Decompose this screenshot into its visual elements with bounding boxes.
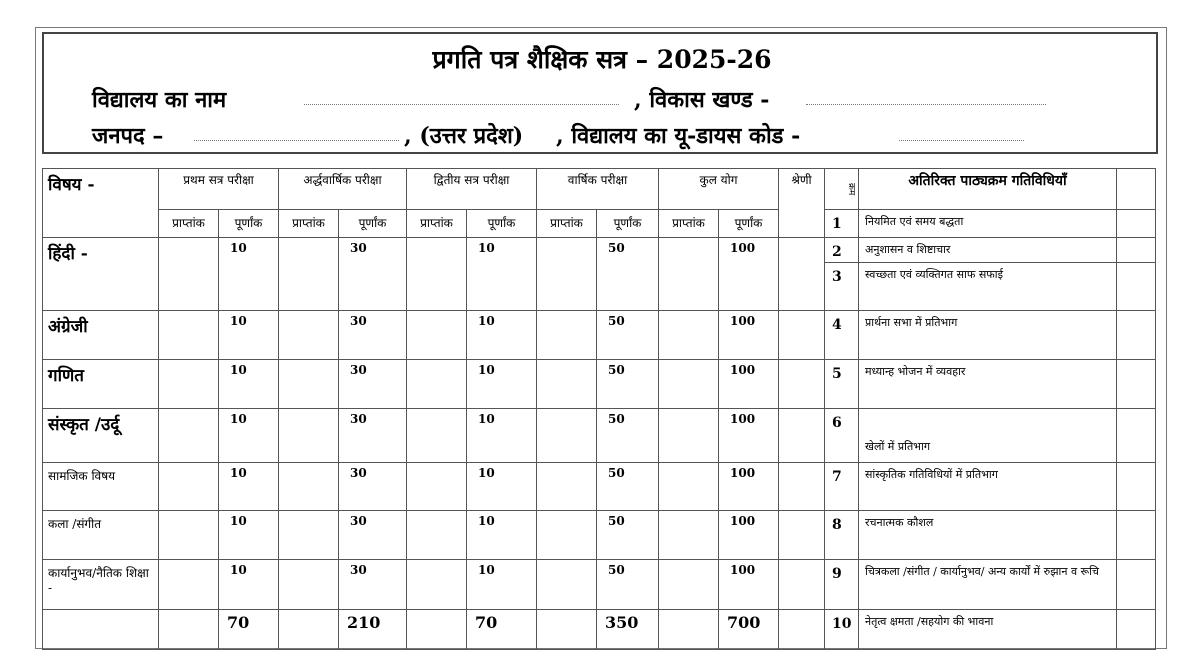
activity-number: 7 <box>825 463 859 511</box>
activity-grade-cell[interactable] <box>1117 511 1156 560</box>
obtained-cell[interactable] <box>537 238 597 311</box>
marks-table <box>42 168 1156 650</box>
subject-name: कार्यानुभव/नैतिक शिक्षा - <box>43 560 159 610</box>
full-marks: 100 <box>719 511 779 560</box>
full-marks: 100 <box>719 311 779 360</box>
total-full-marks: 210 <box>339 610 407 650</box>
activity-label: सांस्कृतिक गतिविधियों में प्रतिभाग <box>859 463 1117 511</box>
activity-number: 8 <box>825 511 859 560</box>
obtained-cell[interactable] <box>279 360 339 409</box>
activity-label: रचनात्मक कौशल <box>859 511 1117 560</box>
activity-number: 5 <box>825 360 859 409</box>
subject-name: संस्कृत /उर्दू <box>43 409 159 463</box>
col-obtained: प्राप्तांक <box>407 210 467 238</box>
activity-label: नेतृत्व क्षमता /सहयोग की भावना <box>859 610 1117 650</box>
full-marks: 10 <box>219 311 279 360</box>
exam-header-first-term: प्रथम सत्र परीक्षा <box>159 169 279 210</box>
full-marks: 100 <box>719 463 779 511</box>
obtained-cell[interactable] <box>159 463 219 511</box>
obtained-cell[interactable] <box>659 511 719 560</box>
obtained-cell[interactable] <box>659 560 719 610</box>
block-label: , विकास खण्ड - <box>634 87 770 113</box>
col-full: पूर्णांक <box>467 210 537 238</box>
obtained-cell[interactable] <box>659 463 719 511</box>
full-marks: 50 <box>597 409 659 463</box>
full-marks: 30 <box>339 560 407 610</box>
col-obtained: प्राप्तांक <box>659 210 719 238</box>
activity-number: 10 <box>825 610 859 650</box>
full-marks: 10 <box>467 360 537 409</box>
subject-name: सामजिक विषय <box>43 463 159 511</box>
grade-cell[interactable] <box>779 238 825 311</box>
activity-label: प्रार्थना सभा में प्रतिभाग <box>859 311 1117 360</box>
udise-label: , विद्यालय का यू-डायस कोड - <box>556 123 801 149</box>
obtained-cell[interactable] <box>407 560 467 610</box>
activity-number: 3 <box>825 263 859 311</box>
activity-grade-cell[interactable] <box>1117 360 1156 409</box>
activity-grade-cell[interactable] <box>1117 311 1156 360</box>
activity-label: खेलों में प्रतिभाग <box>859 409 1117 463</box>
activity-grade-cell[interactable] <box>1117 560 1156 610</box>
full-marks: 30 <box>339 409 407 463</box>
full-marks: 100 <box>719 238 779 311</box>
activity-number: 1 <box>825 210 859 238</box>
total-full-marks: 70 <box>467 610 537 650</box>
obtained-cell[interactable] <box>279 238 339 311</box>
obtained-cell[interactable] <box>279 511 339 560</box>
obtained-cell[interactable] <box>659 311 719 360</box>
obtained-cell[interactable] <box>407 360 467 409</box>
full-marks: 10 <box>467 560 537 610</box>
total-full-marks: 70 <box>219 610 279 650</box>
report-header <box>42 32 1158 154</box>
state-label: , (उत्तर प्रदेश) <box>404 123 524 149</box>
full-marks: 30 <box>339 311 407 360</box>
obtained-cell[interactable] <box>279 463 339 511</box>
activity-number: 4 <box>825 311 859 360</box>
obtained-cell[interactable] <box>537 311 597 360</box>
activity-grade-cell[interactable] <box>1117 263 1156 311</box>
grade-cell[interactable] <box>779 311 825 360</box>
total-full-marks: 350 <box>597 610 659 650</box>
obtained-cell[interactable] <box>159 560 219 610</box>
obtained-cell[interactable] <box>537 511 597 560</box>
full-marks: 10 <box>467 409 537 463</box>
activity-label: नियमित एवं समय बद्धता <box>859 210 1117 238</box>
district-field[interactable] <box>194 140 399 141</box>
activity-grade-cell[interactable] <box>1117 409 1156 463</box>
activity-grade-cell[interactable] <box>1117 463 1156 511</box>
col-full: पूर्णांक <box>597 210 659 238</box>
full-marks: 10 <box>219 560 279 610</box>
obtained-cell[interactable] <box>407 311 467 360</box>
full-marks: 50 <box>597 238 659 311</box>
exam-header-second-term: द्वितीय सत्र परीक्षा <box>407 169 537 210</box>
activity-grade-cell[interactable] <box>1117 210 1156 238</box>
exam-header-total: कुल योग <box>659 169 779 210</box>
activity-number: 6 <box>825 409 859 463</box>
full-marks: 10 <box>219 238 279 311</box>
grade-cell[interactable] <box>779 560 825 610</box>
obtained-cell[interactable] <box>659 238 719 311</box>
obtained-cell[interactable] <box>159 311 219 360</box>
grade-cell[interactable] <box>779 409 825 463</box>
activity-grade-cell[interactable] <box>1117 169 1156 210</box>
school-name-label: विद्यालय का नाम <box>92 87 227 113</box>
obtained-cell[interactable] <box>407 409 467 463</box>
subject-name: अंग्रेजी <box>43 311 159 360</box>
obtained-cell[interactable] <box>407 511 467 560</box>
activity-label: चित्रकला /संगीत / कार्यानुभव/ अन्य कार्यों में रुझान व रूचि <box>859 560 1117 610</box>
grade-cell[interactable] <box>779 511 825 560</box>
block-field[interactable] <box>806 104 1046 105</box>
full-marks: 10 <box>219 463 279 511</box>
obtained-cell[interactable] <box>537 360 597 409</box>
obtained-cell[interactable] <box>407 238 467 311</box>
full-marks: 30 <box>339 238 407 311</box>
col-full: पूर्णांक <box>719 210 779 238</box>
district-label: जनपद – <box>92 123 164 149</box>
obtained-cell[interactable] <box>659 360 719 409</box>
subject-name: कला /संगीत <box>43 511 159 560</box>
full-marks: 10 <box>467 311 537 360</box>
subject-header: विषय - <box>43 169 159 238</box>
serial-header: क्रम <box>825 169 859 210</box>
full-marks: 50 <box>597 511 659 560</box>
full-marks: 10 <box>467 463 537 511</box>
col-obtained: प्राप्तांक <box>279 210 339 238</box>
full-marks: 30 <box>339 463 407 511</box>
obtained-cell[interactable] <box>537 409 597 463</box>
full-marks: 100 <box>719 409 779 463</box>
col-full: पूर्णांक <box>219 210 279 238</box>
activity-label: मध्यान्ह भोजन में व्यवहार <box>859 360 1117 409</box>
col-obtained: प्राप्तांक <box>537 210 597 238</box>
activity-number: 2 <box>825 238 859 263</box>
full-marks: 10 <box>467 511 537 560</box>
col-full: पूर्णांक <box>339 210 407 238</box>
total-full-marks: 700 <box>719 610 779 650</box>
full-marks: 100 <box>719 360 779 409</box>
obtained-cell[interactable] <box>279 560 339 610</box>
activity-label: स्वच्छता एवं व्यक्तिगत साफ सफाई <box>859 263 1117 311</box>
obtained-cell[interactable] <box>159 511 219 560</box>
obtained-cell[interactable] <box>537 463 597 511</box>
full-marks: 50 <box>597 360 659 409</box>
activity-number: 9 <box>825 560 859 610</box>
full-marks: 50 <box>597 311 659 360</box>
full-marks: 10 <box>219 409 279 463</box>
full-marks: 10 <box>219 360 279 409</box>
obtained-cell[interactable] <box>659 409 719 463</box>
page-title: प्रगति पत्र शैक्षिक सत्र – 2025-26 <box>432 45 772 74</box>
obtained-cell[interactable] <box>279 311 339 360</box>
obtained-cell[interactable] <box>537 560 597 610</box>
grade-cell[interactable] <box>779 463 825 511</box>
full-marks: 30 <box>339 511 407 560</box>
full-marks: 10 <box>467 238 537 311</box>
exam-header-annual: वार्षिक परीक्षा <box>537 169 659 210</box>
exam-header-half-yearly: अर्द्धवार्षिक परीक्षा <box>279 169 407 210</box>
school-name-field[interactable] <box>304 104 619 105</box>
full-marks: 10 <box>219 511 279 560</box>
activity-label: अनुशासन व शिष्टाचार <box>859 238 1117 263</box>
obtained-cell[interactable] <box>407 463 467 511</box>
full-marks: 100 <box>719 560 779 610</box>
subject-name: हिंदी - <box>43 238 159 311</box>
obtained-cell[interactable] <box>159 409 219 463</box>
full-marks: 50 <box>597 463 659 511</box>
udise-field[interactable] <box>899 140 1024 141</box>
grade-cell[interactable] <box>779 360 825 409</box>
obtained-cell[interactable] <box>159 360 219 409</box>
activity-grade-cell[interactable] <box>1117 238 1156 263</box>
obtained-cell[interactable] <box>159 238 219 311</box>
activities-header: अतिरिक्त पाठ्यक्रम गतिविधियाँ <box>859 169 1117 210</box>
obtained-cell[interactable] <box>279 409 339 463</box>
grade-header: श्रेणी <box>779 169 825 238</box>
col-obtained: प्राप्तांक <box>159 210 219 238</box>
full-marks: 30 <box>339 360 407 409</box>
full-marks: 50 <box>597 560 659 610</box>
subject-name: गणित <box>43 360 159 409</box>
